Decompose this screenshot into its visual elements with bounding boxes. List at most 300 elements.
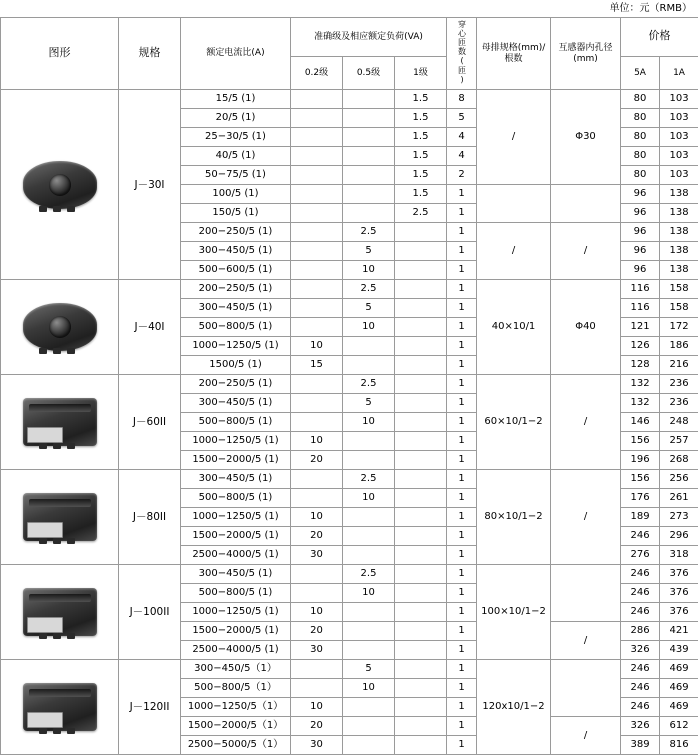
price-5a-cell: 132 [621, 375, 660, 394]
aperture-cell: Φ30 [551, 90, 621, 185]
accuracy-1-cell [395, 622, 447, 641]
busbar-cell: 40×10/1 [477, 280, 551, 375]
accuracy-02-cell: 30 [291, 641, 343, 660]
table-row [1, 470, 698, 489]
turns-cell: 1 [447, 622, 477, 641]
aperture-cell [551, 565, 621, 622]
turns-cell: 1 [447, 204, 477, 223]
accuracy-1-cell [395, 736, 447, 755]
accuracy-02-cell: 10 [291, 337, 343, 356]
accuracy-02-cell [291, 90, 343, 109]
accuracy-1-cell [395, 451, 447, 470]
turns-cell: 1 [447, 717, 477, 736]
accuracy-02-cell [291, 128, 343, 147]
busbar-cell [477, 185, 551, 223]
price-5a-cell: 286 [621, 622, 660, 641]
current-ratio-cell: 1500−2000/5（1） [181, 717, 291, 736]
price-5a-cell: 176 [621, 489, 660, 508]
current-ratio-cell: 500−800/5 (1) [181, 413, 291, 432]
accuracy-05-cell [343, 527, 395, 546]
turns-cell: 1 [447, 223, 477, 242]
price-1a-cell: 103 [660, 166, 698, 185]
accuracy-02-cell [291, 299, 343, 318]
accuracy-02-cell [291, 280, 343, 299]
accuracy-1-cell [395, 584, 447, 603]
turns-cell: 1 [447, 432, 477, 451]
accuracy-05-cell: 10 [343, 261, 395, 280]
turns-cell: 1 [447, 527, 477, 546]
accuracy-05-cell [343, 356, 395, 375]
aperture-cell: / [551, 622, 621, 660]
price-1a-cell: 236 [660, 394, 698, 413]
price-5a-cell: 246 [621, 527, 660, 546]
accuracy-02-cell [291, 185, 343, 204]
turns-cell: 1 [447, 261, 477, 280]
accuracy-1-cell [395, 641, 447, 660]
turns-cell: 1 [447, 698, 477, 717]
current-ratio-cell: 200−250/5 (1) [181, 223, 291, 242]
accuracy-02-cell [291, 204, 343, 223]
ct-round-icon [17, 157, 103, 213]
turns-cell: 8 [447, 90, 477, 109]
accuracy-1-cell [395, 375, 447, 394]
price-1a-cell: 268 [660, 451, 698, 470]
table-row [1, 375, 698, 394]
price-5a-cell: 96 [621, 204, 660, 223]
accuracy-05-cell: 5 [343, 299, 395, 318]
accuracy-05-cell: 10 [343, 413, 395, 432]
current-ratio-cell: 300−450/5 (1) [181, 470, 291, 489]
accuracy-05-cell: 10 [343, 489, 395, 508]
price-5a-cell: 116 [621, 280, 660, 299]
busbar-cell: 60×10/1−2 [477, 375, 551, 470]
accuracy-1-cell: 1.5 [395, 90, 447, 109]
accuracy-1-cell [395, 318, 447, 337]
price-5a-cell: 326 [621, 641, 660, 660]
header-acc-05: 0.5级 [343, 56, 395, 90]
price-1a-cell: 103 [660, 109, 698, 128]
price-1a-cell: 138 [660, 223, 698, 242]
accuracy-1-cell [395, 337, 447, 356]
busbar-cell: 80×10/1−2 [477, 470, 551, 565]
turns-cell: 1 [447, 736, 477, 755]
ct-box-icon [17, 679, 103, 735]
price-1a-cell: 318 [660, 546, 698, 565]
accuracy-05-cell: 5 [343, 394, 395, 413]
accuracy-1-cell [395, 508, 447, 527]
accuracy-1-cell [395, 717, 447, 736]
accuracy-02-cell: 10 [291, 698, 343, 717]
price-1a-cell: 296 [660, 527, 698, 546]
price-1a-cell: 103 [660, 90, 698, 109]
accuracy-1-cell: 1.5 [395, 185, 447, 204]
accuracy-02-cell: 10 [291, 432, 343, 451]
accuracy-02-cell [291, 660, 343, 679]
price-5a-cell: 80 [621, 128, 660, 147]
accuracy-05-cell [343, 641, 395, 660]
accuracy-1-cell: 2.5 [395, 204, 447, 223]
accuracy-05-cell [343, 546, 395, 565]
aperture-cell: / [551, 223, 621, 280]
accuracy-05-cell [343, 337, 395, 356]
turns-cell: 1 [447, 337, 477, 356]
price-5a-cell: 96 [621, 185, 660, 204]
current-ratio-cell: 2500−4000/5 (1) [181, 641, 291, 660]
turns-cell: 1 [447, 413, 477, 432]
price-5a-cell: 80 [621, 90, 660, 109]
product-image-3 [1, 470, 119, 565]
accuracy-02-cell [291, 223, 343, 242]
ct-round-icon [17, 299, 103, 355]
price-1a-cell: 172 [660, 318, 698, 337]
accuracy-02-cell: 20 [291, 451, 343, 470]
accuracy-05-cell: 2.5 [343, 470, 395, 489]
accuracy-02-cell [291, 109, 343, 128]
header-busbar: 母排规格(mm)/根数 [477, 18, 551, 90]
price-5a-cell: 246 [621, 660, 660, 679]
accuracy-05-cell [343, 166, 395, 185]
price-5a-cell: 246 [621, 565, 660, 584]
price-5a-cell: 121 [621, 318, 660, 337]
turns-cell: 2 [447, 166, 477, 185]
current-ratio-cell: 150/5 (1) [181, 204, 291, 223]
accuracy-1-cell [395, 603, 447, 622]
busbar-cell: / [477, 223, 551, 280]
product-image-4 [1, 565, 119, 660]
table-body [1, 90, 698, 755]
accuracy-05-cell [343, 622, 395, 641]
current-ratio-cell: 2500−4000/5 (1) [181, 546, 291, 565]
accuracy-02-cell [291, 489, 343, 508]
accuracy-02-cell: 10 [291, 603, 343, 622]
price-1a-cell: 248 [660, 413, 698, 432]
price-5a-cell: 189 [621, 508, 660, 527]
accuracy-1-cell [395, 660, 447, 679]
ct-box-icon [17, 394, 103, 450]
price-1a-cell: 138 [660, 204, 698, 223]
accuracy-05-cell [343, 128, 395, 147]
turns-cell: 5 [447, 109, 477, 128]
current-ratio-cell: 1500/5 (1) [181, 356, 291, 375]
header-acc-02: 0.2级 [291, 56, 343, 90]
accuracy-05-cell [343, 698, 395, 717]
accuracy-1-cell [395, 280, 447, 299]
header-accuracy-group: 准确级及相应额定负荷(VA) [291, 18, 447, 57]
price-5a-cell: 246 [621, 584, 660, 603]
ct-box-icon [17, 489, 103, 545]
accuracy-05-cell [343, 204, 395, 223]
accuracy-05-cell: 2.5 [343, 223, 395, 242]
accuracy-1-cell [395, 299, 447, 318]
accuracy-1-cell [395, 261, 447, 280]
accuracy-1-cell [395, 527, 447, 546]
price-1a-cell: 612 [660, 717, 698, 736]
price-5a-cell: 246 [621, 679, 660, 698]
price-5a-cell: 156 [621, 432, 660, 451]
price-1a-cell: 421 [660, 622, 698, 641]
accuracy-02-cell [291, 470, 343, 489]
accuracy-05-cell [343, 432, 395, 451]
turns-cell: 1 [447, 451, 477, 470]
price-1a-cell: 469 [660, 660, 698, 679]
busbar-cell: / [477, 90, 551, 185]
price-5a-cell: 196 [621, 451, 660, 470]
accuracy-1-cell [395, 432, 447, 451]
price-5a-cell: 126 [621, 337, 660, 356]
aperture-cell [551, 660, 621, 717]
accuracy-05-cell [343, 603, 395, 622]
current-ratio-cell: 300−450/5 (1) [181, 242, 291, 261]
price-5a-cell: 132 [621, 394, 660, 413]
price-1a-cell: 469 [660, 698, 698, 717]
accuracy-05-cell [343, 451, 395, 470]
table-row [1, 90, 698, 109]
ct-box-icon [17, 584, 103, 640]
accuracy-02-cell: 30 [291, 546, 343, 565]
price-5a-cell: 156 [621, 470, 660, 489]
current-ratio-cell: 300−450/5 (1) [181, 565, 291, 584]
price-1a-cell: 256 [660, 470, 698, 489]
price-1a-cell: 138 [660, 242, 698, 261]
current-ratio-cell: 1500−2000/5 (1) [181, 451, 291, 470]
accuracy-05-cell: 5 [343, 242, 395, 261]
accuracy-1-cell [395, 489, 447, 508]
turns-cell: 1 [447, 394, 477, 413]
price-1a-cell: 158 [660, 280, 698, 299]
model-label: J－30I [119, 90, 181, 280]
price-1a-cell: 261 [660, 489, 698, 508]
price-5a-cell: 96 [621, 261, 660, 280]
price-1a-cell: 186 [660, 337, 698, 356]
accuracy-02-cell: 20 [291, 622, 343, 641]
price-1a-cell: 469 [660, 679, 698, 698]
current-ratio-cell: 15/5 (1) [181, 90, 291, 109]
accuracy-02-cell: 20 [291, 527, 343, 546]
current-ratio-cell: 300−450/5 (1) [181, 394, 291, 413]
unit-note: 单位：元（RMB） [0, 0, 698, 17]
accuracy-02-cell: 30 [291, 736, 343, 755]
turns-cell: 1 [447, 280, 477, 299]
table-row [1, 280, 698, 299]
current-ratio-cell: 200−250/5 (1) [181, 375, 291, 394]
model-label: J－100II [119, 565, 181, 660]
price-1a-cell: 273 [660, 508, 698, 527]
header-aperture: 互感器内孔径(mm) [551, 18, 621, 90]
price-1a-cell: 138 [660, 185, 698, 204]
busbar-cell: 100×10/1−2 [477, 565, 551, 660]
price-5a-cell: 276 [621, 546, 660, 565]
accuracy-1-cell [395, 394, 447, 413]
header-turns: 穿心匝数(匝) [447, 18, 477, 90]
accuracy-1-cell [395, 470, 447, 489]
price-1a-cell: 816 [660, 736, 698, 755]
current-ratio-cell: 300−450/5 (1) [181, 299, 291, 318]
accuracy-1-cell [395, 679, 447, 698]
product-image-0 [1, 90, 119, 280]
accuracy-05-cell: 10 [343, 318, 395, 337]
turns-cell: 1 [447, 470, 477, 489]
turns-cell: 1 [447, 546, 477, 565]
turns-cell: 1 [447, 375, 477, 394]
accuracy-1-cell: 1.5 [395, 128, 447, 147]
accuracy-1-cell [395, 242, 447, 261]
turns-cell: 1 [447, 299, 477, 318]
price-1a-cell: 138 [660, 261, 698, 280]
current-ratio-cell: 500−800/5 (1) [181, 318, 291, 337]
current-ratio-cell: 300−450/5（1） [181, 660, 291, 679]
accuracy-1-cell: 1.5 [395, 109, 447, 128]
price-1a-cell: 236 [660, 375, 698, 394]
accuracy-02-cell [291, 375, 343, 394]
accuracy-05-cell [343, 109, 395, 128]
current-ratio-cell: 1000−1250/5 (1) [181, 432, 291, 451]
current-ratio-cell: 100/5 (1) [181, 185, 291, 204]
accuracy-1-cell [395, 546, 447, 565]
model-label: J－60II [119, 375, 181, 470]
current-ratio-cell: 25−30/5 (1) [181, 128, 291, 147]
product-image-1 [1, 280, 119, 375]
price-5a-cell: 96 [621, 223, 660, 242]
accuracy-02-cell [291, 413, 343, 432]
accuracy-05-cell [343, 736, 395, 755]
current-ratio-cell: 50−75/5 (1) [181, 166, 291, 185]
accuracy-02-cell [291, 394, 343, 413]
accuracy-02-cell: 15 [291, 356, 343, 375]
turns-cell: 1 [447, 318, 477, 337]
accuracy-05-cell [343, 717, 395, 736]
table-row [1, 565, 698, 584]
aperture-cell: / [551, 470, 621, 565]
current-ratio-cell: 2500−5000/5（1） [181, 736, 291, 755]
turns-cell: 1 [447, 584, 477, 603]
model-label: J－40I [119, 280, 181, 375]
price-1a-cell: 216 [660, 356, 698, 375]
header-spec: 规格 [119, 18, 181, 90]
turns-cell: 1 [447, 565, 477, 584]
price-5a-cell: 326 [621, 717, 660, 736]
accuracy-02-cell [291, 166, 343, 185]
accuracy-05-cell: 2.5 [343, 565, 395, 584]
header-acc-1: 1级 [395, 56, 447, 90]
accuracy-05-cell: 2.5 [343, 375, 395, 394]
price-1a-cell: 376 [660, 603, 698, 622]
accuracy-05-cell: 10 [343, 679, 395, 698]
price-1a-cell: 103 [660, 147, 698, 166]
header-figure: 图形 [1, 18, 119, 90]
current-ratio-cell: 20/5 (1) [181, 109, 291, 128]
price-5a-cell: 116 [621, 299, 660, 318]
accuracy-1-cell [395, 565, 447, 584]
accuracy-05-cell [343, 147, 395, 166]
price-1a-cell: 439 [660, 641, 698, 660]
current-ratio-cell: 500−800/5（1） [181, 679, 291, 698]
turns-cell: 1 [447, 356, 477, 375]
accuracy-05-cell: 10 [343, 584, 395, 603]
price-5a-cell: 389 [621, 736, 660, 755]
accuracy-05-cell: 5 [343, 660, 395, 679]
turns-cell: 1 [447, 489, 477, 508]
header-price-1a: 1A [660, 56, 698, 90]
current-ratio-cell: 1000−1250/5（1） [181, 698, 291, 717]
turns-cell: 1 [447, 679, 477, 698]
header-ratio: 额定电流比(A) [181, 18, 291, 90]
turns-cell: 1 [447, 185, 477, 204]
aperture-cell: / [551, 375, 621, 470]
accuracy-02-cell [291, 679, 343, 698]
current-ratio-cell: 500−800/5 (1) [181, 489, 291, 508]
accuracy-02-cell [291, 565, 343, 584]
model-label: J－80II [119, 470, 181, 565]
turns-cell: 4 [447, 128, 477, 147]
price-1a-cell: 158 [660, 299, 698, 318]
price-1a-cell: 257 [660, 432, 698, 451]
table-header [1, 18, 698, 90]
price-5a-cell: 80 [621, 147, 660, 166]
accuracy-02-cell [291, 584, 343, 603]
price-5a-cell: 246 [621, 698, 660, 717]
aperture-cell: / [551, 717, 621, 755]
turns-cell: 1 [447, 660, 477, 679]
price-5a-cell: 80 [621, 166, 660, 185]
current-ratio-cell: 1000−1250/5 (1) [181, 337, 291, 356]
turns-cell: 1 [447, 508, 477, 527]
accuracy-1-cell [395, 698, 447, 717]
model-label: J－120II [119, 660, 181, 755]
accuracy-1-cell: 1.5 [395, 147, 447, 166]
accuracy-1-cell [395, 223, 447, 242]
table-row [1, 660, 698, 679]
accuracy-02-cell [291, 261, 343, 280]
accuracy-02-cell: 10 [291, 508, 343, 527]
accuracy-1-cell [395, 356, 447, 375]
accuracy-05-cell [343, 90, 395, 109]
header-price-group: 价格 [621, 18, 698, 57]
header-price-5a: 5A [621, 56, 660, 90]
price-1a-cell: 376 [660, 584, 698, 603]
accuracy-02-cell [291, 318, 343, 337]
current-ratio-cell: 1500−2000/5 (1) [181, 527, 291, 546]
accuracy-02-cell [291, 147, 343, 166]
price-5a-cell: 246 [621, 603, 660, 622]
aperture-cell: Φ40 [551, 280, 621, 375]
price-1a-cell: 376 [660, 565, 698, 584]
accuracy-05-cell [343, 185, 395, 204]
current-ratio-cell: 200−250/5 (1) [181, 280, 291, 299]
accuracy-02-cell [291, 242, 343, 261]
accuracy-02-cell: 20 [291, 717, 343, 736]
current-ratio-cell: 1000−1250/5 (1) [181, 603, 291, 622]
product-image-2 [1, 375, 119, 470]
price-5a-cell: 96 [621, 242, 660, 261]
price-1a-cell: 103 [660, 128, 698, 147]
current-ratio-cell: 1500−2000/5 (1) [181, 622, 291, 641]
price-5a-cell: 128 [621, 356, 660, 375]
price-5a-cell: 80 [621, 109, 660, 128]
price-5a-cell: 146 [621, 413, 660, 432]
current-ratio-cell: 40/5 (1) [181, 147, 291, 166]
accuracy-05-cell [343, 508, 395, 527]
busbar-cell: 120x10/1−2 [477, 660, 551, 755]
accuracy-1-cell: 1.5 [395, 166, 447, 185]
turns-cell: 1 [447, 641, 477, 660]
current-ratio-cell: 500−600/5 (1) [181, 261, 291, 280]
accuracy-1-cell [395, 413, 447, 432]
current-ratio-cell: 1000−1250/5 (1) [181, 508, 291, 527]
accuracy-05-cell: 2.5 [343, 280, 395, 299]
turns-cell: 1 [447, 242, 477, 261]
current-ratio-cell: 500−800/5 (1) [181, 584, 291, 603]
aperture-cell [551, 185, 621, 223]
